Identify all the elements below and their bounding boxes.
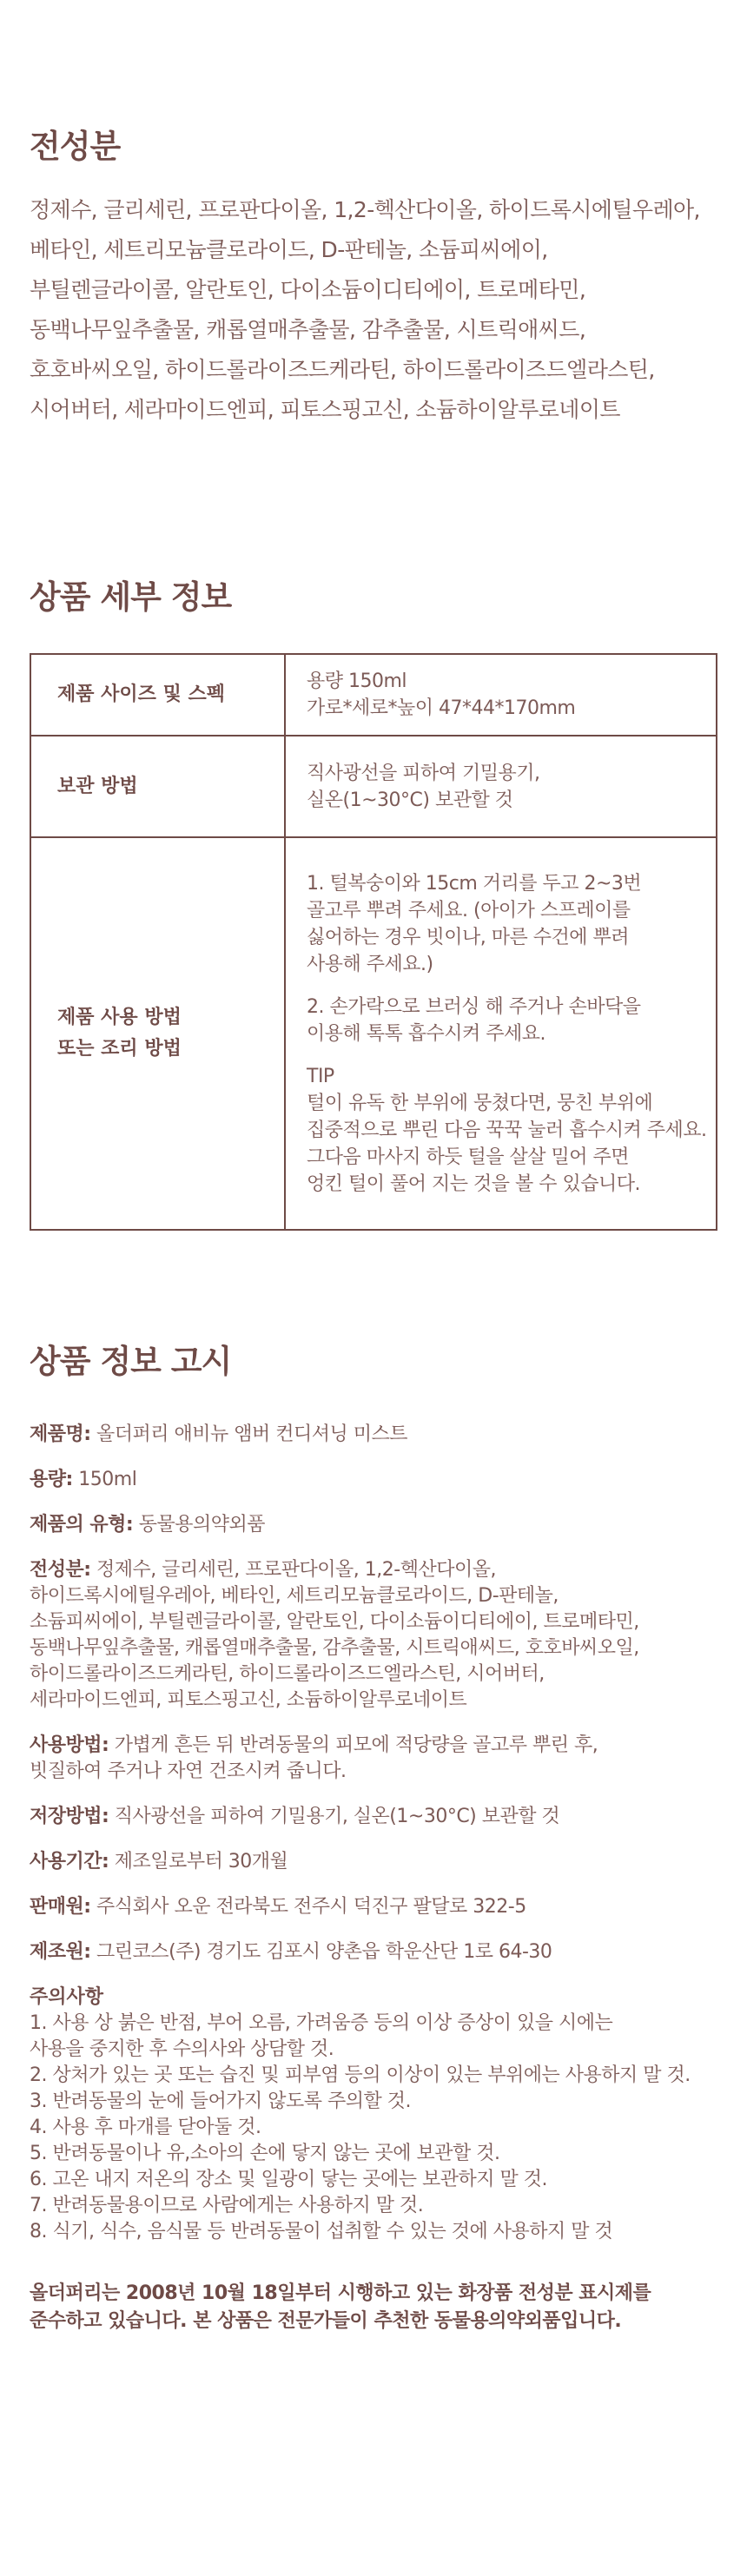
notice-line [30, 1894, 717, 1920]
notice-line [30, 1661, 717, 1688]
notice-value: 올더퍼리 애비뉴 앰버 컨디셔닝 미스트 [90, 1423, 408, 1445]
details-value-line: TIP [307, 1065, 334, 1087]
caution-item: 3. 반려동물의 눈에 들어가지 않도록 주의할 것. [30, 2091, 411, 2112]
caution-item: 사용을 중지한 후 수의사와 상담할 것. [30, 2038, 334, 2060]
notice-line [30, 1422, 717, 1448]
notice-value: 빗질하여 주거나 자연 건조시켜 줍니다. [30, 1760, 347, 1782]
footer-line: 올더퍼리는 2008년 10월 18일부터 시행하고 있는 화장품 전성분 표시제를 [30, 2282, 651, 2304]
notice-value: 직사광선을 피하여 기밀용기, 실온(1~30°C) 보관할 것 [109, 1806, 560, 1827]
notice-line [30, 1512, 717, 1538]
notice-label: 제품명: [30, 1423, 91, 1445]
details-title: 상품 세부 정보 [30, 578, 232, 616]
notice-line [30, 1635, 717, 1661]
notice-value: 가볍게 흔든 뒤 반려동물의 피모에 적당량을 골고루 뿌린 후, [109, 1734, 598, 1756]
details-row [30, 736, 717, 837]
details-table [30, 653, 717, 1231]
notice-value: 세라마이드엔피, 피토스핑고신, 소듐하이알루로네이트 [30, 1689, 467, 1711]
notice-line [30, 1583, 717, 1609]
details-paragraph [307, 760, 715, 814]
caution-item: 5. 반려동물이나 유,소아의 손에 닿지 않는 곳에 보관할 것. [30, 2143, 500, 2164]
notice-value: 동물용의약외품 [133, 1514, 265, 1536]
notice-label: 제조원: [30, 1941, 91, 1963]
notice-line [30, 1688, 717, 1714]
notice-row [30, 1939, 717, 1965]
details-paragraph [307, 870, 715, 978]
notice-title: 상품 정보 고시 [30, 1343, 232, 1380]
caution-item: 7. 반려동물용이므로 사람에게는 사용하지 말 것. [30, 2195, 424, 2216]
details-value-line: 가로*세로*높이 47*44*170mm [307, 697, 576, 719]
details-key-line: 보관 방법 [57, 775, 138, 797]
notice-line [30, 1733, 717, 1759]
details-value-line: 집중적으로 뿌린 다음 꾹꾹 눌러 흡수시켜 주세요. [307, 1119, 707, 1141]
notice-row [30, 1467, 717, 1493]
details-key [30, 837, 285, 1230]
details-row [30, 654, 717, 736]
notice-row [30, 1557, 717, 1714]
notice-value: 동백나무잎추출물, 캐롭열매추출물, 감추출물, 시트릭애씨드, 호호바씨오일, [30, 1637, 639, 1659]
details-value-line: 직사광선을 피하여 기밀용기, [307, 762, 540, 784]
details-value [285, 837, 717, 1230]
caution-title: 주의사항 [30, 1986, 104, 2008]
details-value-line: 골고루 뿌려 주세요. (아이가 스프레이를 [307, 899, 631, 921]
details-key [30, 736, 285, 837]
ingredients-title: 전성분 [30, 128, 121, 165]
notice-line [30, 1759, 717, 1785]
caution-section [30, 1985, 717, 2245]
details-value-line: 싫어하는 경우 빗이나, 마른 수건에 뿌려 [307, 926, 629, 948]
notice-label: 사용기간: [30, 1851, 109, 1873]
details-value-line: 용량 150ml [307, 670, 407, 692]
notice-value: 150ml [72, 1469, 137, 1490]
ingredient-line: 시어버터, 세라마이드엔피, 피토스핑고신, 소듐하이알루로네이트 [30, 397, 620, 422]
notice-value: 제조일로부터 30개월 [109, 1851, 288, 1873]
notice-value: 정제수, 글리세린, 프로판다이올, 1,2-헥산다이올, [90, 1559, 496, 1581]
caution-item: 2. 상처가 있는 곳 또는 습진 및 피부염 등의 이상이 있는 부위에는 사용하지 말 것. [30, 2064, 691, 2086]
details-row [30, 837, 717, 1230]
notice-row [30, 1512, 717, 1538]
notice-row [30, 1733, 717, 1785]
caution-item: 4. 사용 후 마개를 닫아둘 것. [30, 2117, 261, 2138]
notice-label: 전성분: [30, 1559, 91, 1581]
details-value-line: 실온(1~30°C) 보관할 것 [307, 789, 513, 811]
caution-item: 6. 고온 내지 저온의 장소 및 일광이 닿는 곳에는 보관하지 말 것. [30, 2169, 547, 2190]
caution-item: 8. 식기, 식수, 음식물 등 반려동물이 섭취할 수 있는 것에 사용하지 말 것 [30, 2221, 613, 2242]
notice-line [30, 1849, 717, 1875]
notice-label: 제품의 유형: [30, 1514, 134, 1536]
notice-value: 그린코스(주) 경기도 김포시 양촌읍 학운산단 1로 64-30 [90, 1941, 552, 1963]
details-value-line: 털이 유독 한 부위에 뭉쳤다면, 뭉친 부위에 [307, 1092, 653, 1114]
details-paragraph [307, 668, 715, 722]
notice-line [30, 1609, 717, 1635]
notice-list [30, 1422, 717, 1965]
details-key-line: 또는 조리 방법 [57, 1038, 182, 1060]
details-value-line: 이용해 톡톡 흡수시켜 주세요. [307, 1022, 545, 1045]
details-value [285, 654, 717, 736]
notice-line [30, 1939, 717, 1965]
details-value-line: 그다음 마사지 하듯 털을 살살 밀어 주면 [307, 1146, 629, 1168]
details-value-line: 사용해 주세요.) [307, 953, 433, 975]
notice-row [30, 1804, 717, 1830]
ingredients-list [30, 190, 717, 430]
notice-line [30, 1804, 717, 1830]
notice-line [30, 1467, 717, 1493]
details-key-line: 제품 사용 방법 [57, 1007, 182, 1028]
notice-row [30, 1849, 717, 1875]
ingredient-line: 부틸렌글라이콜, 알란토인, 다이소듐이디티에이, 트로메타민, [30, 277, 586, 302]
notice-value: 하이드록시에틸우레아, 베타인, 세트리모늄클로라이드, D-판테놀, [30, 1585, 559, 1607]
notice-row [30, 1422, 717, 1448]
notice-value: 소듐피씨에이, 부틸렌글라이콜, 알란토인, 다이소듐이디티에이, 트로메타민, [30, 1611, 639, 1633]
notice-label: 용량: [30, 1469, 73, 1490]
details-paragraph [307, 994, 715, 1047]
notice-row [30, 1894, 717, 1920]
details-paragraph [307, 1063, 715, 1198]
details-key [30, 654, 285, 736]
ingredient-line: 호호바씨오일, 하이드롤라이즈드케라틴, 하이드롤라이즈드엘라스틴, [30, 357, 655, 382]
ingredient-line: 동백나무잎추출물, 캐롭열매추출물, 감추출물, 시트릭애씨드, [30, 317, 586, 342]
footer-line: 준수하고 있습니다. 본 상품은 전문가들이 추천한 동물용의약외품입니다. [30, 2310, 622, 2332]
notice-label: 판매원: [30, 1896, 91, 1918]
notice-line [30, 1557, 717, 1583]
notice-label: 저장방법: [30, 1806, 109, 1827]
details-key-line: 제품 사이즈 및 스펙 [57, 684, 225, 705]
caution-item: 1. 사용 상 붉은 반점, 부어 오름, 가려움증 등의 이상 증상이 있을 시에는 [30, 2012, 613, 2034]
notice-value: 주식회사 오운 전라북도 전주시 덕진구 팔달로 322-5 [90, 1896, 526, 1918]
details-value-line: 엉킨 털이 풀어 지는 것을 볼 수 있습니다. [307, 1172, 640, 1195]
details-value-line: 2. 손가락으로 브러싱 해 주거나 손바닥을 [307, 995, 641, 1018]
ingredient-line: 베타인, 세트리모늄클로라이드, D-판테놀, 소듐피씨에이, [30, 237, 548, 262]
details-value-line: 1. 털복숭이와 15cm 거리를 두고 2~3번 [307, 872, 642, 895]
notice-label: 사용방법: [30, 1734, 109, 1756]
details-value [285, 736, 717, 837]
footer-note [30, 2280, 717, 2335]
ingredient-line: 정제수, 글리세린, 프로판다이올, 1,2-헥산다이올, 하이드록시에틸우레아, [30, 197, 700, 222]
notice-value: 하이드롤라이즈드케라틴, 하이드롤라이즈드엘라스틴, 시어버터, [30, 1663, 545, 1685]
